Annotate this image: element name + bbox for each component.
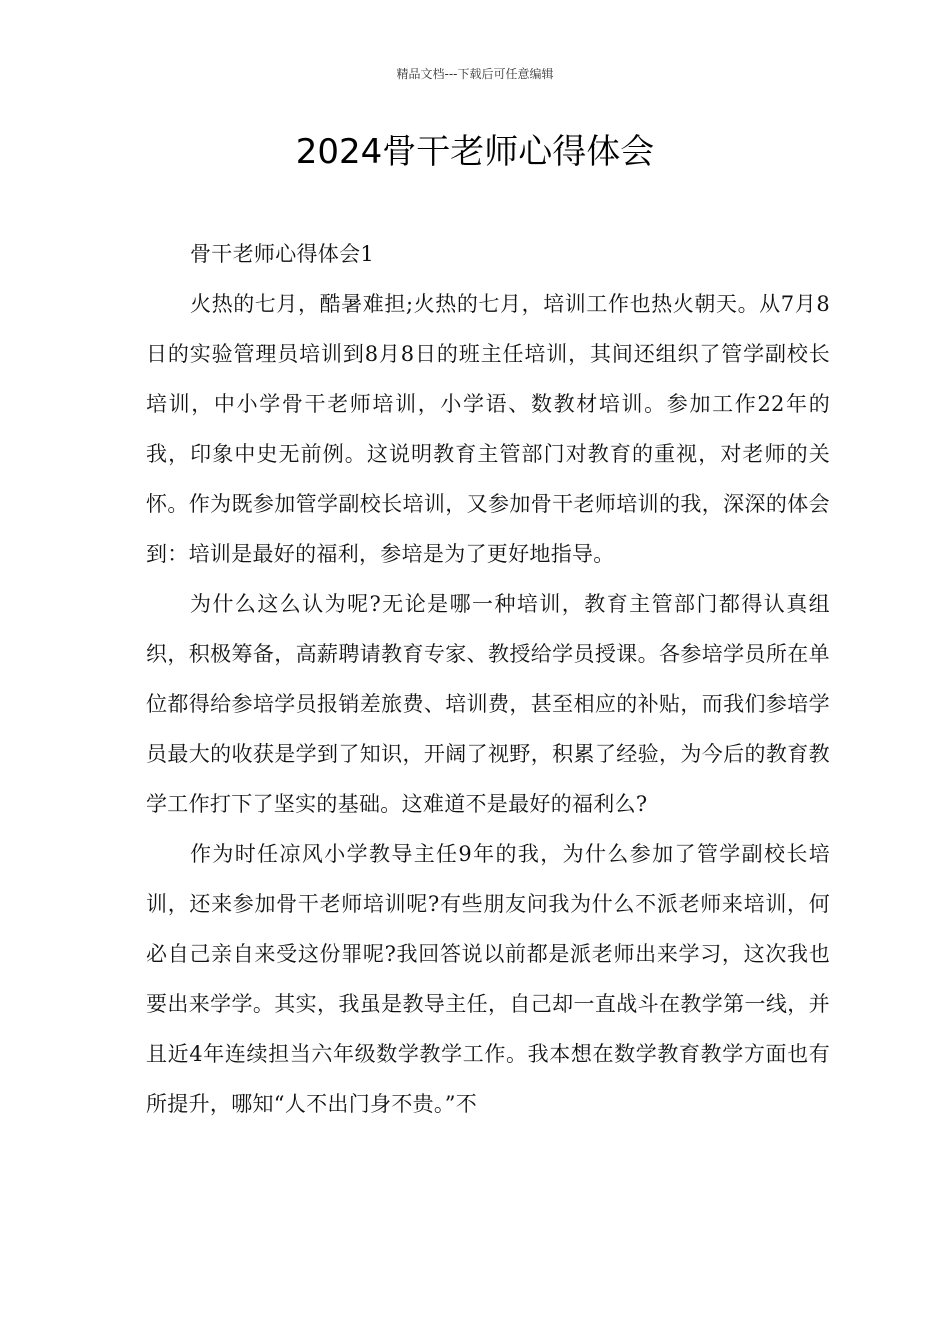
paragraph: 作为时任凉风小学教导主任9年的我，为什么参加了管学副校长培训，还来参加骨干老师培训呢?有些朋友问我为什么不派老师来培训，何必自己亲自来受这份罪呢?我回答说以前都是派老师出来学习，这次我也要出来学学。其实，我虽是教导主任，自己却一直战斗在教学第一线，并且近4年连续担当六年级数学教学工作。我本想在数学教育教学方面也有所提升，哪知“人不出门身不贵。”不 <box>146 842 830 1116</box>
document-title: 2024骨干老师心得体会 <box>295 132 655 172</box>
paragraph: 为什么这么认为呢?无论是哪一种培训，教育主管部门都得认真组织，积极筹备，高薪聘请教育专家、教授给学员授课。各参培学员所在单位都得给参培学员报销差旅费、培训费，甚至相应的补贴，而我们参培学员最大的收获是学到了知识，开阔了视野，积累了经验，为今后的教育教学工作打下了坚实的基础。这难道不是最好的福利么? <box>146 592 830 816</box>
header-note: 精品文档---下载后可任意编辑 <box>396 67 554 81</box>
paragraph: 火热的七月，酷暑难担;火热的七月，培训工作也热火朝天。从7月8日的实验管理员培训到8月8日的班主任培训，其间还组织了管学副校长培训，中小学骨干老师培训，小学语、数教材培训。参加工作22年的我，印象中史无前例。这说明教育主管部门对教育的重视，对老师的关怀。作为既参加管学副校长培训，又参加骨干老师培训的我，深深的体会到：培训是最好的福利，参培是为了更好地指导。 <box>146 292 830 566</box>
document-body <box>146 229 830 1129</box>
section-heading: 骨干老师心得体会1 <box>190 242 375 266</box>
